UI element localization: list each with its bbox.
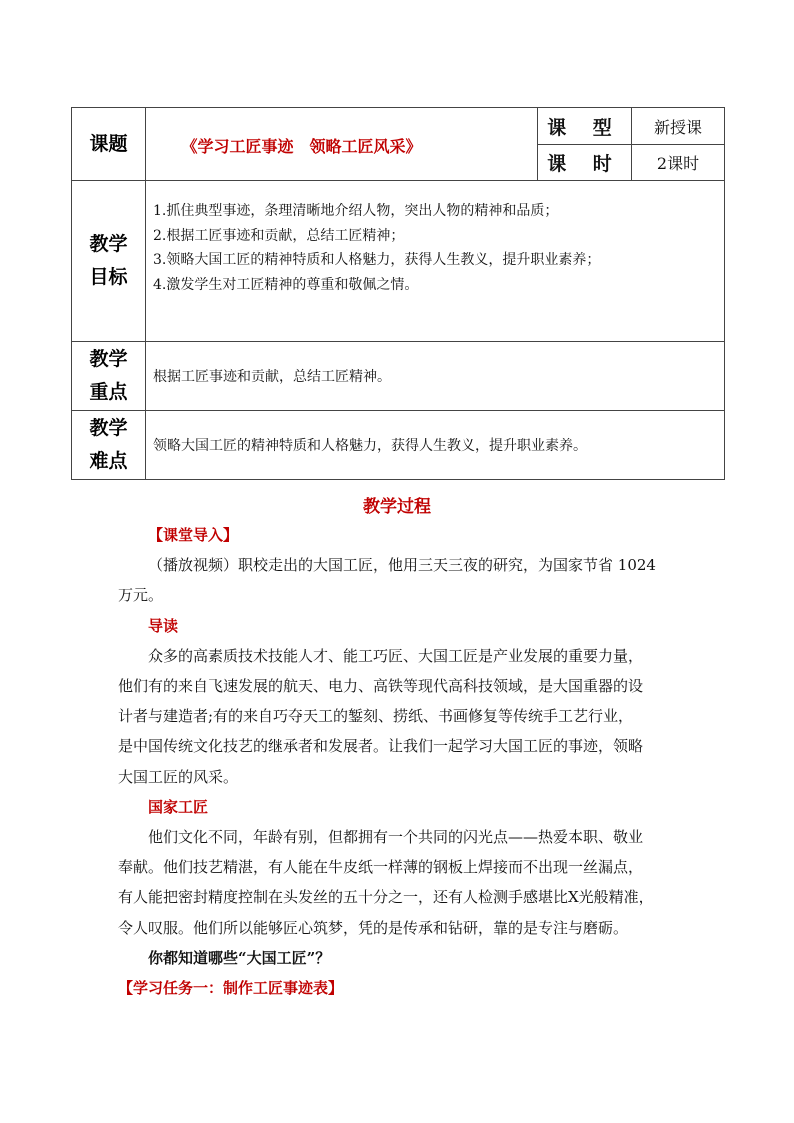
key-point-text: 根据工匠事迹和贡献，总结工匠精神。 (146, 342, 725, 411)
intro-line: （播放视频）职校走出的大国工匠，他用三天三夜的研究，为国家节省 1024 (148, 556, 656, 575)
guide-line: 他们有的来自飞速发展的航天、电力、高铁等现代高科技领域，是大国重器的设 (118, 677, 644, 696)
objective-item: 3.领略大国工匠的精神特质和人格魅力，获得人生教义，提升职业素养； (153, 252, 601, 268)
guide-line: 是中国传统文化技艺的继承者和发展者。让我们一起学习大国工匠的事迹，领略 (118, 737, 644, 756)
objectives-list (146, 181, 725, 342)
type-label: 课 型 (538, 108, 632, 145)
national-line: 奉献。他们技艺精湛，有人能在牛皮纸一样薄的钢板上焊接而不出现一丝漏点， (118, 858, 644, 877)
national-heading: 国家工匠 (148, 797, 209, 816)
question-line: 你都知道哪些“大国工匠”？ (148, 948, 331, 967)
objective-item: 1.抓住典型事迹，条理清晰地介绍人物，突出人物的精神和品质； (153, 203, 559, 219)
type-value: 新授课 (632, 108, 725, 145)
intro-heading: 【课堂导入】 (148, 526, 239, 544)
guide-line: 计者与建造者;有的来自巧夺天工的錾刻、捞纸、书画修复等传统手工艺行业， (118, 707, 634, 726)
guide-line: 大国工匠的风采。 (118, 767, 239, 786)
process-heading: 教学过程 (363, 497, 431, 517)
process-body (118, 520, 688, 1003)
objective-item: 4.激发学生对工匠精神的尊重和敬佩之情。 (153, 276, 419, 293)
guide-line: 众多的高素质技术技能人才、能工巧匠、大国工匠是产业发展的重要力量， (148, 646, 644, 665)
lesson-info-table (71, 107, 725, 480)
difficult-point-text: 领略大国工匠的精神特质和人格魅力，获得人生教义，提升职业素养。 (146, 411, 725, 480)
hours-value: 2课时 (632, 145, 725, 181)
guide-heading: 导读 (148, 616, 179, 635)
topic-title: 《学习工匠事迹 领略工匠风采》 (146, 108, 538, 181)
intro-line: 万元。 (118, 586, 164, 605)
topic-label: 课题 (72, 108, 146, 181)
hours-label: 课 时 (538, 145, 632, 181)
national-line: 令人叹服。他们所以能够匠心筑梦，凭的是传承和钻研，靠的是专注与磨砺。 (118, 918, 629, 937)
national-line: 他们文化不同，年龄有别，但都拥有一个共同的闪光点——热爱本职、敬业 (148, 828, 644, 847)
key-point-label: 教学 重点 (72, 342, 146, 411)
difficult-point-label: 教学 难点 (72, 411, 146, 480)
national-line: 有人能把密封精度控制在头发丝的五十分之一，还有人检测手感堪比X光般精准， (118, 888, 654, 907)
objective-item: 2.根据工匠事迹和贡献，总结工匠精神； (153, 227, 405, 244)
task-heading: 【学习任务一：制作工匠事迹表】 (118, 979, 344, 998)
objectives-label: 教学 目标 (72, 181, 146, 342)
